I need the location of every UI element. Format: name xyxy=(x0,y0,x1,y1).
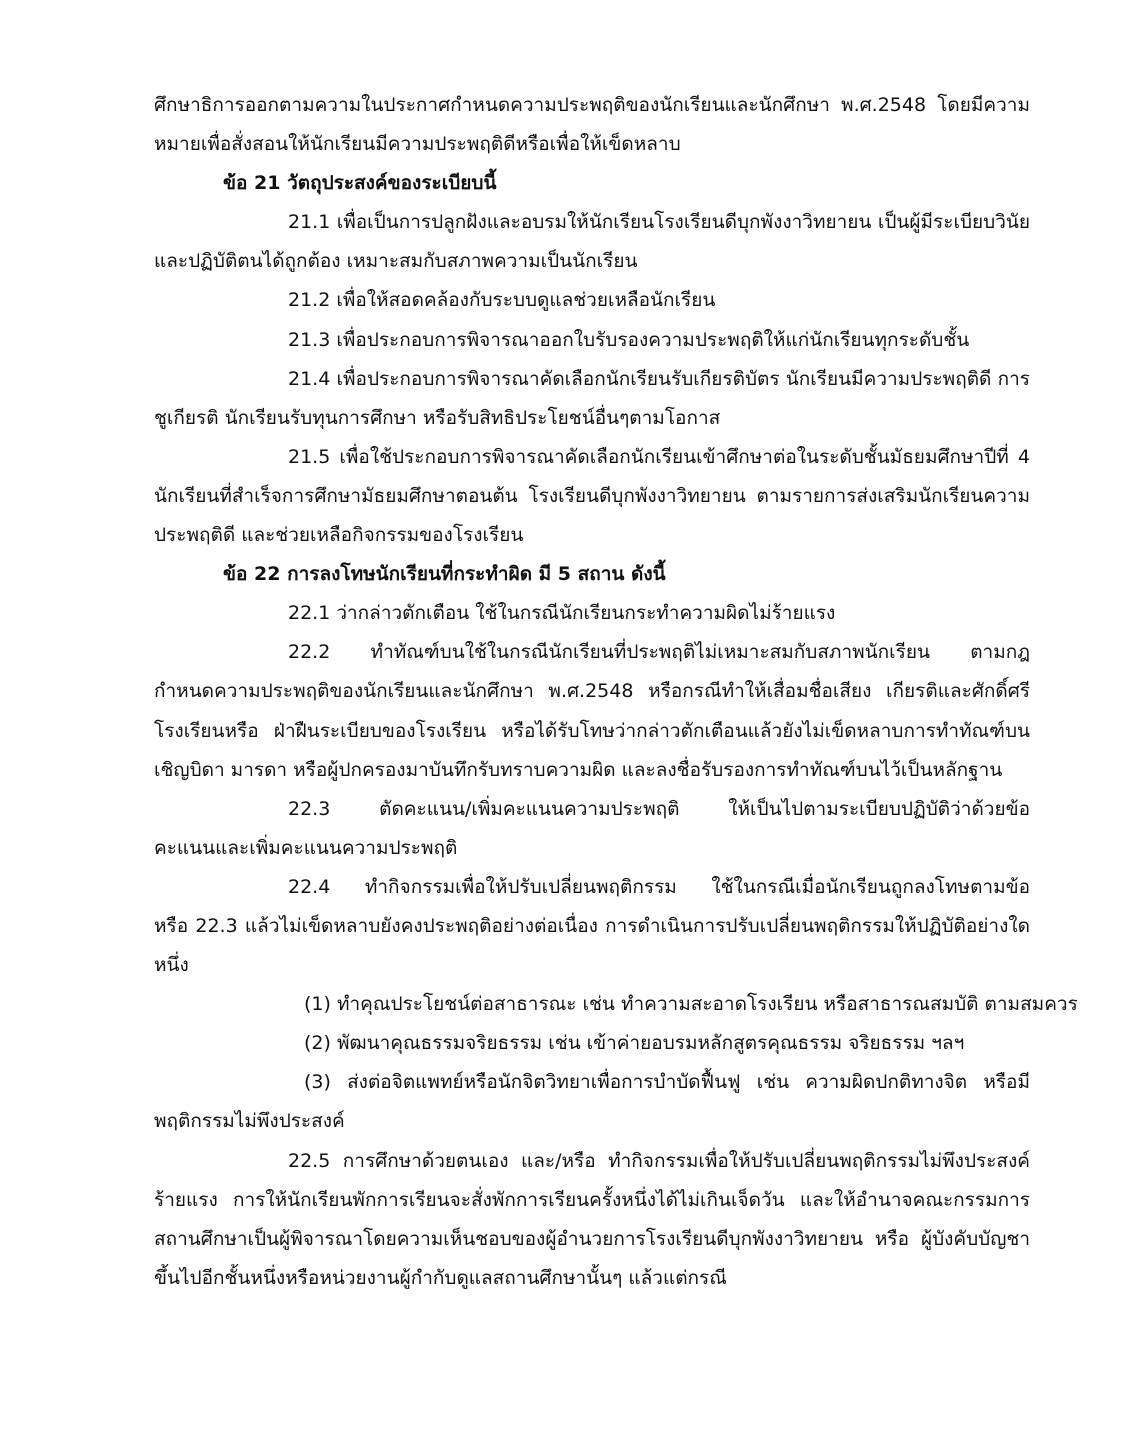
item-22-3: 22.3 ตัดคะแนน/เพิ่มคะแนนความประพฤติ ให้เป็นไปตามระเบียบปฏิบัติว่าด้วยข้อ xyxy=(288,797,1030,820)
item-22-2: 22.2 ทำทัณฑ์บนใช้ในกรณีนักเรียนที่ประพฤติไม่เหมาะสมกับสภาพนักเรียน ตามกฎ xyxy=(288,641,1030,664)
paragraph-line: เชิญบิดา มารดา หรือผู้ปกครองมาบันทึกรับทราบความผิด และลงชื่อรับรองการทำทัณฑ์บนไว้เป็นหลักฐาน xyxy=(154,758,1003,781)
sub-item-2: (2) พัฒนาคุณธรรมจริยธรรม เช่น เข้าค่ายอบรมหลักสูตรคุณธรรม จริยธรรม ฯลฯ xyxy=(304,1032,965,1055)
sub-item-3: (3) ส่งต่อจิตแพทย์หรือนักจิตวิทยาเพื่อการบำบัดฟื้นฟู เช่น ความผิดปกติทางจิต หรือมี xyxy=(304,1071,1030,1094)
item-21-1: 21.1 เพื่อเป็นการปลูกฝังและอบรมให้นักเรียนโรงเรียนดีบุกพังงาวิทยายน เป็นผู้มีระเบียบวินัย xyxy=(288,211,1030,234)
paragraph-line: สถานศึกษาเป็นผู้พิจารณาโดยความเห็นชอบของผู้อำนวยการโรงเรียนดีบุกพังงาวิทยายน หรือ ผู้บังคับบัญชา xyxy=(154,1227,1030,1250)
paragraph-line: ขึ้นไปอีกชั้นหนึ่งหรือหน่วยงานผู้กำกับดูแลสถานศึกษานั้นๆ แล้วแต่กรณี xyxy=(154,1266,727,1289)
paragraph-line: และปฏิบัติตนได้ถูกต้อง เหมาะสมกับสภาพความเป็นนักเรียน xyxy=(154,250,638,273)
paragraph-line: หนึ่ง xyxy=(154,954,189,977)
item-21-2: 21.2 เพื่อให้สอดคล้องกับระบบดูแลช่วยเหลือนักเรียน xyxy=(288,289,716,312)
paragraph-line: ชูเกียรติ นักเรียนรับทุนการศึกษา หรือรับสิทธิประโยชน์อื่นๆตามโอกาส xyxy=(154,406,721,429)
paragraph-line: คะแนนและเพิ่มคะแนนความประพฤติ xyxy=(154,836,458,859)
section-heading-22: ข้อ 22 การลงโทษนักเรียนที่กระทำผิด มี 5 สถาน ดังนี้ xyxy=(223,563,666,586)
paragraph-line: กำหนดความประพฤติของนักเรียนและนักศึกษา พ.ศ.2548 หรือกรณีทำให้เสื่อมชื่อเสียง เกียรติและศักดิ์ศรี xyxy=(154,680,1030,703)
item-22-4: 22.4 ทำกิจกรรมเพื่อให้ปรับเปลี่ยนพฤติกรรม ใช้ในกรณีเมื่อนักเรียนถูกลงโทษตามข้อ xyxy=(288,875,1030,898)
section-heading-21: ข้อ 21 วัตถุประสงค์ของระเบียบนี้ xyxy=(223,172,497,195)
paragraph-line: หมายเพื่อสั่งสอนให้นักเรียนมีความประพฤติดีหรือเพื่อให้เข็ดหลาบ xyxy=(154,133,681,156)
paragraph-line: พฤติกรรมไม่พึงประสงค์ xyxy=(154,1110,345,1133)
paragraph-line: นักเรียนที่สำเร็จการศึกษามัธยมศึกษาตอนต้น โรงเรียนดีบุกพังงาวิทยายน ตามรายการส่งเสริมนักเรียนความ xyxy=(154,484,1030,507)
item-22-5: 22.5 การศึกษาด้วยตนเอง และ/หรือ ทำกิจกรรมเพื่อให้ปรับเปลี่ยนพฤติกรรมไม่พึงประสงค์ xyxy=(288,1149,1030,1172)
item-22-1: 22.1 ว่ากล่าวตักเตือน ใช้ในกรณีนักเรียนกระทำความผิดไม่ร้ายแรง xyxy=(288,602,836,625)
item-21-4: 21.4 เพื่อประกอบการพิจารณาคัดเลือกนักเรียนรับเกียรติบัตร นักเรียนมีความประพฤติดี การ xyxy=(288,367,1030,390)
item-21-3: 21.3 เพื่อประกอบการพิจารณาออกใบรับรองความประพฤติให้แก่นักเรียนทุกระดับชั้น xyxy=(288,328,970,351)
paragraph-line: หรือ 22.3 แล้วไม่เข็ดหลาบยังคงประพฤติอย่างต่อเนื่อง การดำเนินการปรับเปลี่ยนพฤติกรรมให้ปฏิบัติอย่างใด xyxy=(154,914,1030,937)
paragraph-line: ประพฤติดี และช่วยเหลือกิจกรรมของโรงเรียน xyxy=(154,524,524,547)
paragraph-line: ร้ายแรง การให้นักเรียนพักการเรียนจะสั่งพักการเรียนครั้งหนึ่งได้ไม่เกินเจ็ดวัน และให้อำนาจคณะกรรมการ xyxy=(154,1188,1030,1211)
paragraph-line: โรงเรียนหรือ ฝ่าฝืนระเบียบของโรงเรียน หรือได้รับโทษว่ากล่าวตักเตือนแล้วยังไม่เข็ดหลาบการทำทัณฑ์บน xyxy=(154,719,1030,742)
sub-item-1: (1) ทำคุณประโยชน์ต่อสาธารณะ เช่น ทำความสะอาดโรงเรียน หรือสาธารณสมบัติ ตามสมควร xyxy=(304,993,1078,1016)
document-page xyxy=(154,86,1078,1298)
paragraph-line: ศึกษาธิการออกตามความในประกาศกำหนดความประพฤติของนักเรียนและนักศึกษา พ.ศ.2548 โดยมีความ xyxy=(154,94,1030,116)
item-21-5: 21.5 เพื่อใช้ประกอบการพิจารณาคัดเลือกนักเรียนเข้าศึกษาต่อในระดับชั้นมัธยมศึกษาปีที่ 4 xyxy=(288,445,1030,468)
